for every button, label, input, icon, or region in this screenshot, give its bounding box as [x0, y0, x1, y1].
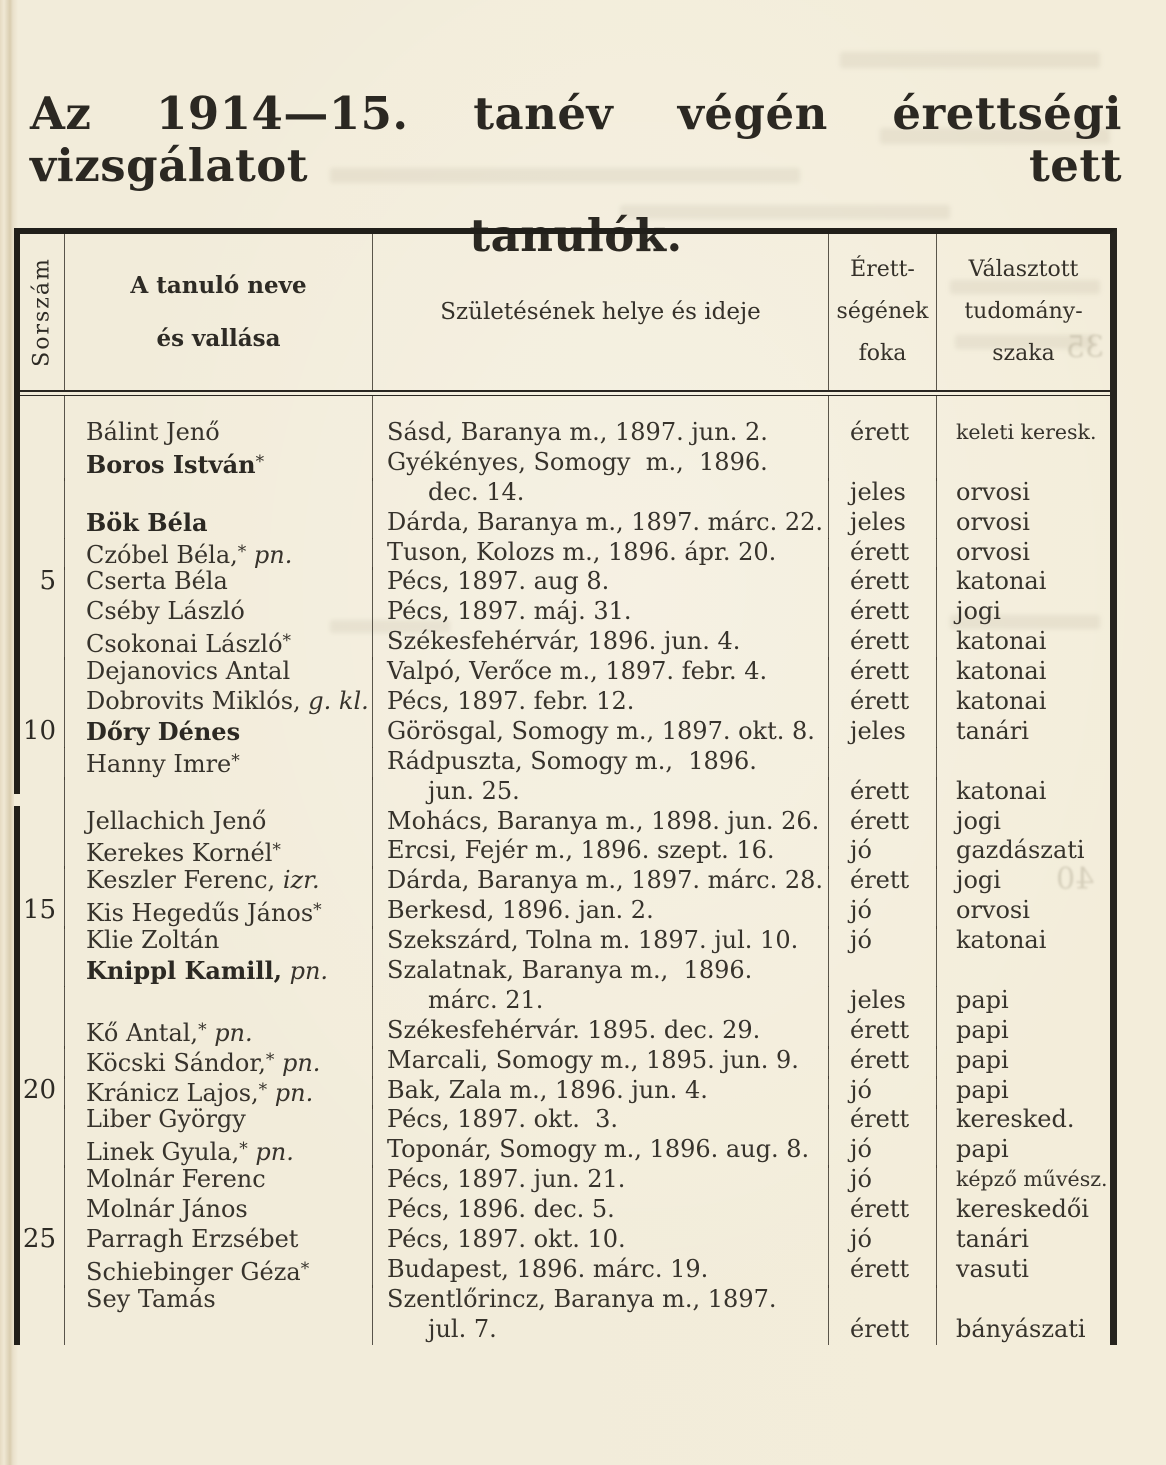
exam-grade: érett	[829, 538, 937, 571]
student-name	[65, 1195, 373, 1225]
student-name	[65, 567, 373, 597]
table-row	[20, 1165, 1110, 1195]
exam-grade: jeles	[829, 717, 937, 748]
student-name	[65, 747, 373, 780]
student-name-text: Jellachich Jenő	[86, 806, 267, 835]
table-header-row	[20, 234, 1110, 390]
header-birth	[373, 234, 829, 390]
chosen-faculty: gazdászati	[956, 836, 1085, 865]
birth-place-date: Gyékényes, Somogy m., 1896.	[373, 448, 829, 481]
row-number: 25	[20, 1225, 65, 1255]
exam-grade: jeles	[829, 986, 937, 1016]
student-name-text: Csokonai László	[86, 630, 283, 659]
chosen-faculty: orvosi	[956, 477, 1030, 506]
table-row	[20, 597, 1110, 627]
chosen-faculty: tanári	[956, 716, 1029, 745]
birth-place-date: Rádpuszta, Somogy m., 1896.	[373, 747, 829, 780]
table-row	[20, 717, 1110, 747]
birth-place-date: Székesfehérvár, 1896. jun. 4.	[373, 627, 829, 660]
footnote-asterisk: *	[231, 750, 240, 771]
student-name-text: Sey Tamás	[86, 1284, 216, 1313]
row-number: 15	[20, 896, 65, 929]
chosen-faculty: katonai	[956, 627, 1047, 656]
header-grade-line2: ségének	[836, 299, 929, 324]
student-name	[65, 508, 373, 539]
table-row	[20, 896, 1110, 926]
chosen-faculty	[937, 1285, 1110, 1315]
birth-place-date: Pécs, 1897. aug 8.	[373, 567, 829, 597]
row-number: 20	[20, 1076, 65, 1109]
chosen-faculty: vasuti	[956, 1254, 1029, 1283]
birth-place-date: Görösgal, Somogy m., 1897. okt. 8.	[373, 717, 829, 748]
student-name	[65, 956, 373, 987]
page-title-line2: tanulók.	[469, 209, 683, 262]
chosen-faculty: papi	[956, 1075, 1009, 1104]
row-number: 10	[20, 717, 65, 748]
header-name-line2: és vallása	[156, 325, 281, 352]
student-name-text: Molnár Ferenc	[86, 1165, 266, 1194]
table-row	[20, 747, 1110, 777]
bleed-through-number: 35	[1066, 330, 1105, 365]
table-row	[20, 777, 1110, 807]
exam-grade: érett	[829, 687, 937, 717]
birth-place-date: Szekszárd, Tolna m. 1897. jul. 10.	[373, 926, 829, 956]
footnote-asterisk: *	[237, 541, 247, 562]
row-number	[20, 926, 65, 956]
table-row	[20, 836, 1110, 866]
row-number	[20, 1195, 65, 1225]
header-grade-line1: Érett-	[850, 257, 915, 282]
row-number	[20, 478, 65, 508]
chosen-faculty: papi	[956, 1135, 1009, 1164]
chosen-faculty: katonai	[956, 687, 1047, 716]
table-row	[20, 478, 1110, 508]
student-name-text: Köcski Sándor,	[86, 1048, 266, 1077]
student-name	[65, 538, 373, 571]
exam-grade: érett	[829, 807, 937, 837]
exam-grade	[829, 747, 937, 780]
birth-place-date: Berkesd, 1896. jan. 2.	[373, 896, 829, 929]
chosen-faculty: bányászati	[956, 1314, 1086, 1343]
birth-place-date: Bak, Zala m., 1896. jun. 4.	[373, 1076, 829, 1109]
exam-grade: érett	[829, 657, 937, 687]
table-row	[20, 986, 1110, 1016]
exam-grade	[829, 956, 937, 987]
religion-abbreviation: pn.	[246, 540, 293, 569]
student-name-text: Knippl Kamill,	[86, 956, 282, 986]
student-name-text: Cserta Béla	[86, 567, 228, 596]
birth-place-date: Pécs, 1897. jun. 21.	[373, 1165, 829, 1195]
student-name	[65, 1076, 373, 1109]
table-row	[20, 1135, 1110, 1165]
row-number	[20, 597, 65, 627]
exam-grade: jó	[829, 896, 937, 929]
footnote-asterisk: *	[313, 900, 322, 921]
table-row	[20, 448, 1110, 478]
student-name	[65, 866, 373, 896]
header-faculty	[937, 234, 1110, 390]
student-name-text: Kránicz Lajos,	[86, 1078, 259, 1107]
birth-place-date: jun. 25.	[373, 777, 829, 807]
exam-grade: érett	[829, 627, 937, 660]
table-row	[20, 567, 1110, 597]
table-row	[20, 1225, 1110, 1255]
student-name	[65, 597, 373, 627]
chosen-faculty: katonai	[956, 657, 1047, 686]
table-row	[20, 508, 1110, 538]
row-number	[20, 1315, 65, 1345]
chosen-faculty: orvosi	[956, 896, 1030, 925]
student-name	[65, 1285, 373, 1315]
footnote-asterisk: *	[272, 840, 281, 861]
student-name-text: Molnár János	[86, 1195, 248, 1224]
exam-grade: érett	[829, 777, 937, 807]
student-name	[65, 478, 373, 508]
exam-grade	[829, 448, 937, 481]
student-name-text: Kő Antal,	[86, 1018, 199, 1047]
students-table	[14, 228, 1117, 1345]
student-name	[65, 1315, 373, 1345]
footnote-asterisk: *	[258, 1079, 268, 1100]
table-row	[20, 1076, 1110, 1106]
student-name-text: Schiebinger Géza	[86, 1257, 301, 1286]
religion-abbreviation: pn.	[274, 1048, 321, 1077]
chosen-faculty	[937, 448, 1110, 481]
birth-place-date: Tuson, Kolozs m., 1896. ápr. 20.	[373, 538, 829, 571]
row-number	[20, 986, 65, 1016]
spacer-cell	[373, 396, 829, 418]
chosen-faculty: orvosi	[956, 537, 1030, 566]
row-number	[20, 836, 65, 869]
table-row	[20, 1255, 1110, 1285]
header-faculty-line2: tudomány-	[964, 299, 1083, 324]
birth-place-date: Pécs, 1897. okt. 10.	[373, 1225, 829, 1255]
row-number	[20, 687, 65, 717]
exam-grade: érett	[829, 1046, 937, 1079]
spacer-cell	[65, 396, 373, 418]
student-name-text: Cséby László	[86, 597, 245, 626]
chosen-faculty	[937, 747, 1110, 780]
birth-place-date: Dárda, Baranya m., 1897. márc. 28.	[373, 866, 829, 896]
birth-place-date: Marcali, Somogy m., 1895. jun. 9.	[373, 1046, 829, 1079]
table-row	[20, 1285, 1110, 1315]
exam-grade: érett	[829, 597, 937, 627]
religion-abbreviation: pn.	[281, 957, 329, 986]
exam-grade: érett	[829, 1315, 937, 1345]
exam-grade: jó	[829, 1135, 937, 1168]
birth-place-date: Székesfehérvár. 1895. dec. 29.	[373, 1016, 829, 1049]
birth-place-date: Pécs, 1897. máj. 31.	[373, 597, 829, 627]
row-number	[20, 1135, 65, 1168]
exam-grade: érett	[829, 567, 937, 597]
header-sorszam-label: Sorszám	[29, 257, 55, 367]
student-name	[65, 717, 373, 748]
chosen-faculty: tanári	[956, 1225, 1029, 1254]
header-grade	[829, 234, 937, 390]
chosen-faculty: katonai	[956, 567, 1047, 596]
student-name-text: Kis Hegedűs János	[86, 899, 314, 928]
chosen-faculty: keresked.	[956, 1105, 1075, 1134]
footnote-asterisk: *	[265, 1049, 275, 1070]
row-number	[20, 1165, 65, 1195]
student-name-text: Liber György	[86, 1105, 246, 1134]
student-name	[65, 1105, 373, 1135]
table-row	[20, 1016, 1110, 1046]
header-faculty-line1: Választott	[968, 257, 1079, 282]
chosen-faculty: papi	[956, 1015, 1009, 1044]
birth-place-date: Szalatnak, Baranya m., 1896.	[373, 956, 829, 987]
header-sorszam	[20, 234, 65, 390]
birth-place-date: jul. 7.	[373, 1315, 829, 1345]
table-row	[20, 687, 1110, 717]
exam-grade: jó	[829, 1076, 937, 1109]
student-name-text: Dejanovics Antal	[86, 657, 291, 686]
row-number	[20, 956, 65, 987]
religion-abbreviation: pn.	[206, 1018, 253, 1047]
student-name-text: Hanny Imre	[86, 749, 232, 778]
chosen-faculty: papi	[956, 1045, 1009, 1074]
exam-grade: jó	[829, 836, 937, 869]
table-body	[20, 396, 1110, 1345]
bleed-through-number: 40	[1056, 862, 1095, 897]
table-row	[20, 866, 1110, 896]
birth-place-date: márc. 21.	[373, 986, 829, 1016]
student-name	[65, 448, 373, 481]
row-number	[20, 508, 65, 539]
exam-grade: jeles	[829, 508, 937, 539]
footnote-asterisk: *	[300, 1258, 310, 1279]
spacer-cell	[20, 396, 65, 418]
row-number	[20, 1285, 65, 1315]
student-name	[65, 418, 373, 448]
page-title-line1: Az 1914—15. tanév végén érettségi vizsgálatot tett	[30, 87, 1122, 192]
chosen-faculty: képző művész.	[956, 1167, 1108, 1192]
student-name	[65, 986, 373, 1016]
student-name-text: Bálint Jenő	[86, 418, 220, 446]
student-name-text: Keszler Ferenc,	[86, 866, 276, 895]
student-name-text: Bök Béla	[86, 507, 208, 537]
student-name-text: Linek Gyula,	[86, 1138, 240, 1167]
religion-abbreviation: pn.	[247, 1138, 294, 1167]
header-faculty-line3: szaka	[992, 341, 1055, 366]
spacer-cell	[937, 396, 1110, 418]
chosen-faculty: jogi	[956, 866, 1001, 895]
exam-grade: érett	[829, 1016, 937, 1049]
student-name	[65, 627, 373, 660]
student-name	[65, 896, 373, 929]
student-name	[65, 926, 373, 956]
religion-abbreviation: g. kl.	[300, 687, 369, 716]
table-row	[20, 956, 1110, 986]
row-number	[20, 866, 65, 896]
birth-place-date: Sásd, Baranya m., 1897. jun. 2.	[373, 418, 829, 448]
chosen-faculty: jogi	[956, 597, 1001, 626]
student-name	[65, 687, 373, 717]
exam-grade: jó	[829, 1165, 937, 1195]
birth-place-date: Ercsi, Fejér m., 1896. szept. 16.	[373, 836, 829, 869]
student-name	[65, 836, 373, 869]
footnote-asterisk: *	[239, 1139, 248, 1160]
spacer-cell	[829, 396, 937, 418]
student-name-text: Klie Zoltán	[86, 926, 220, 955]
header-grade-line3: foka	[858, 341, 907, 366]
religion-abbreviation: izr.	[275, 866, 320, 895]
chosen-faculty: papi	[956, 985, 1009, 1014]
student-name	[65, 1225, 373, 1255]
row-number	[20, 777, 65, 807]
table-row	[20, 418, 1110, 448]
student-name	[65, 777, 373, 807]
birth-place-date: Szentlőrincz, Baranya m., 1897.	[373, 1285, 829, 1315]
table-row	[20, 627, 1110, 657]
footnote-asterisk: *	[198, 1019, 207, 1040]
exam-grade: érett	[829, 418, 937, 448]
row-number	[20, 1105, 65, 1135]
birth-place-date: Pécs, 1897. okt. 3.	[373, 1105, 829, 1135]
exam-grade: jó	[829, 1225, 937, 1255]
religion-abbreviation: pn.	[267, 1078, 314, 1107]
table-row	[20, 926, 1110, 956]
student-name	[65, 1165, 373, 1195]
chosen-faculty: katonai	[956, 926, 1047, 955]
row-number	[20, 448, 65, 481]
exam-grade: érett	[829, 1255, 937, 1288]
row-number	[20, 1255, 65, 1288]
birth-place-date: Dárda, Baranya m., 1897. márc. 22.	[373, 508, 829, 539]
exam-grade: érett	[829, 1195, 937, 1225]
student-name	[65, 807, 373, 837]
header-student-name	[65, 234, 373, 390]
exam-grade: jó	[829, 926, 937, 956]
birth-place-date: dec. 14.	[373, 478, 829, 508]
chosen-faculty: keleti keresk.	[956, 420, 1097, 444]
birth-place-date: Valpó, Verőce m., 1897. febr. 4.	[373, 657, 829, 687]
birth-place-date: Pécs, 1896. dec. 5.	[373, 1195, 829, 1225]
chosen-faculty: katonai	[956, 776, 1047, 805]
table-row	[20, 657, 1110, 687]
student-name-text: Parragh Erzsébet	[86, 1225, 299, 1254]
chosen-faculty: orvosi	[956, 507, 1030, 536]
table-row	[20, 538, 1110, 568]
header-name-line1: A tanuló neve	[130, 272, 307, 299]
chosen-faculty: kereskedői	[956, 1195, 1089, 1224]
student-name	[65, 657, 373, 687]
exam-grade: érett	[829, 866, 937, 896]
table-row	[20, 1315, 1110, 1345]
birth-place-date: Toponár, Somogy m., 1896. aug. 8.	[373, 1135, 829, 1168]
row-number	[20, 1046, 65, 1079]
table-row	[20, 1046, 1110, 1076]
student-name-text: Czóbel Béla,	[86, 540, 238, 569]
row-number	[20, 747, 65, 780]
exam-grade: jeles	[829, 478, 937, 508]
table-row	[20, 1195, 1110, 1225]
footnote-asterisk: *	[282, 631, 292, 652]
exam-grade: érett	[829, 1105, 937, 1135]
bleed-through-smudge	[840, 52, 1100, 68]
student-name	[65, 1135, 373, 1168]
birth-place-date: Budapest, 1896. márc. 19.	[373, 1255, 829, 1288]
row-number	[20, 1016, 65, 1049]
footnote-asterisk: *	[255, 451, 265, 472]
student-name-text: Dobrovits Miklós,	[86, 687, 301, 716]
row-number	[20, 807, 65, 837]
row-number: 5	[20, 567, 65, 597]
row-number	[20, 627, 65, 660]
exam-grade	[829, 1285, 937, 1315]
student-name	[65, 1046, 373, 1079]
student-name-text: Boros István	[86, 449, 256, 479]
row-number	[20, 418, 65, 448]
header-birth-label: Születésének helye és ideje	[440, 299, 761, 325]
left-border-print-gap	[14, 794, 20, 806]
student-name	[65, 1016, 373, 1049]
table-row-spacer	[20, 396, 1110, 418]
row-number	[20, 657, 65, 687]
table-row	[20, 807, 1110, 837]
student-name-text: Dőry Dénes	[86, 716, 241, 746]
birth-place-date: Pécs, 1897. febr. 12.	[373, 687, 829, 717]
student-name	[65, 1255, 373, 1288]
birth-place-date: Mohács, Baranya m., 1898. jun. 26.	[373, 807, 829, 837]
table-row	[20, 1105, 1110, 1135]
student-name-text: Kerekes Kornél	[86, 839, 273, 868]
chosen-faculty	[937, 956, 1110, 987]
chosen-faculty: jogi	[956, 806, 1001, 835]
